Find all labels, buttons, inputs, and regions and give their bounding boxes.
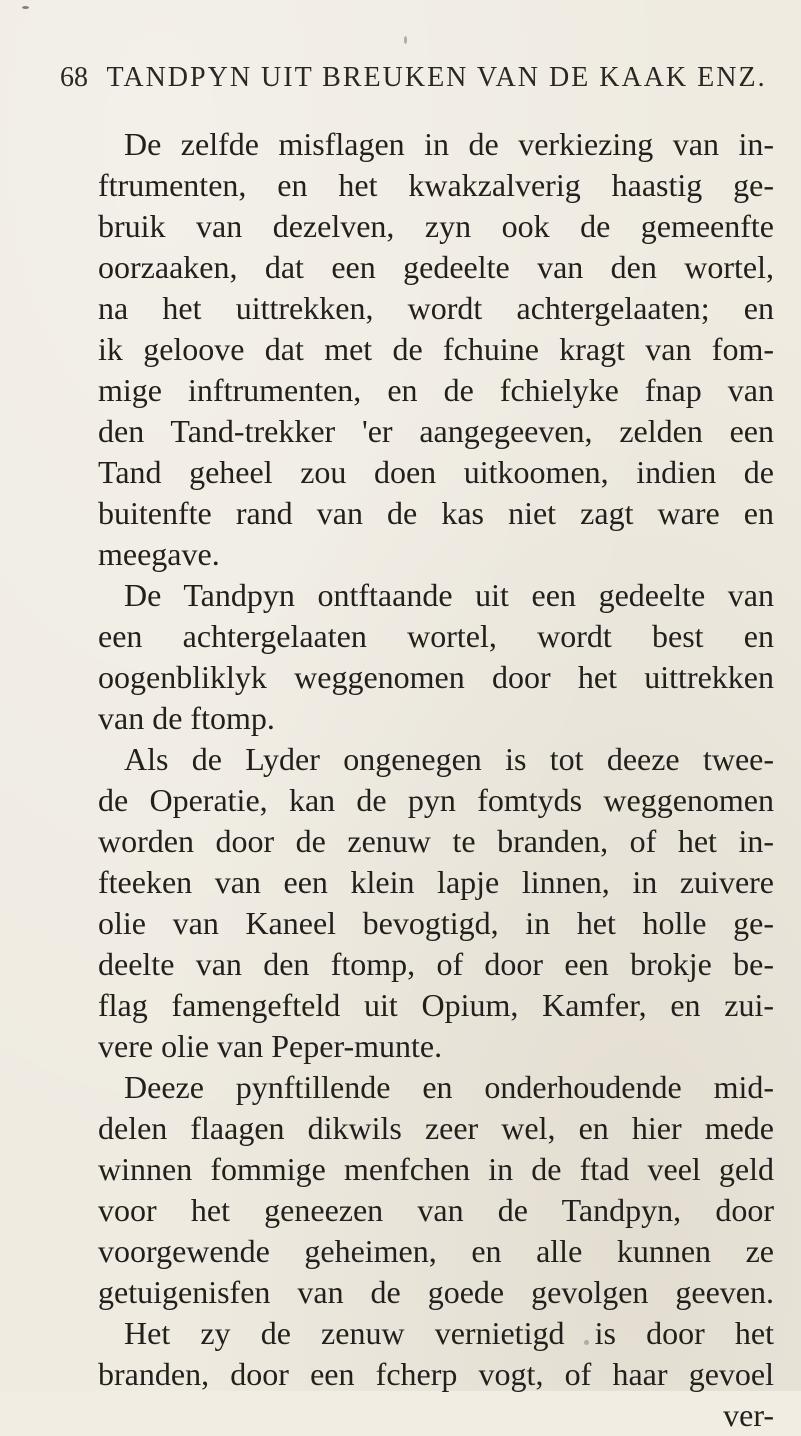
- text-line: winnen fommige menfchen in de ftad veel geld: [98, 1151, 774, 1187]
- text-line: worden door de zenuw te branden, of het in-: [98, 823, 774, 859]
- text-line: branden, door een fcherp vogt, of haar gevoel: [98, 1356, 774, 1392]
- text-line: deelte van den ftomp, of door een brokje be-: [98, 946, 774, 982]
- ink-speck: [584, 1340, 589, 1345]
- text-line: buitenfte rand van de kas niet zagt ware en: [98, 495, 774, 531]
- text-line: oorzaaken, dat een gedeelte van den wortel,: [98, 249, 774, 285]
- text-line: voorgewende geheimen, en alle kunnen ze: [98, 1233, 774, 1269]
- text-line: fteeken van een klein lapje linnen, in zuivere: [98, 864, 774, 900]
- text-line: vere olie van Peper-munte.: [98, 1028, 443, 1064]
- text-line: Als de Lyder ongenegen is tot deeze twee-: [124, 741, 774, 777]
- text-line: voor het geneezen van de Tandpyn, door: [98, 1192, 774, 1228]
- page-number: 68: [60, 62, 88, 93]
- text-line: ftrumenten, en het kwakzalverig haastig ge-: [98, 167, 774, 203]
- text-line: mige inftrumenten, en de fchielyke fnap van: [98, 372, 774, 408]
- text-line: De Tandpyn ontftaande uit een gedeelte van: [124, 577, 774, 613]
- text-line: Deeze pynftillende en onderhoudende mid-: [124, 1069, 774, 1105]
- running-header: [60, 62, 767, 94]
- ink-speck: [22, 6, 29, 9]
- running-title: TANDPYN UIT BREUKEN VAN DE KAAK ENZ.: [106, 62, 767, 93]
- text-line: oogenbliklyk weggenomen door het uittrekken: [98, 659, 774, 695]
- text-line: getuigenisfen van de goede gevolgen geeven.: [98, 1274, 774, 1310]
- text-line: flag famengefteld uit Opium, Kamfer, en zui-: [98, 987, 774, 1023]
- text-line: een achtergelaaten wortel, wordt best en: [98, 618, 774, 654]
- text-line: na het uittrekken, wordt achtergelaaten; en: [98, 290, 774, 326]
- text-line: bruik van dezelven, zyn ook de gemeenfte: [98, 208, 774, 244]
- text-line: de Operatie, kan de pyn fomtyds weggenomen: [98, 782, 774, 818]
- text-line: delen flaagen dikwils zeer wel, en hier mede: [98, 1110, 774, 1146]
- catchword: ver-: [723, 1397, 774, 1433]
- text-line: van de ftomp.: [98, 700, 275, 736]
- text-line: olie van Kaneel bevogtigd, in het holle ge-: [98, 905, 774, 941]
- text-line: meegave.: [98, 536, 220, 572]
- text-line: ik geloove dat met de fchuine kragt van fom-: [98, 331, 774, 367]
- text-line: De zelfde misflagen in de verkiezing van in-: [124, 126, 774, 162]
- ink-speck: [404, 36, 407, 44]
- text-line: Tand geheel zou doen uitkoomen, indien de: [98, 454, 774, 490]
- text-line: den Tand-trekker 'er aangegeeven, zelden een: [98, 413, 774, 449]
- body-text: [98, 124, 774, 1436]
- text-line: Het zy de zenuw vernietigd is door het: [124, 1315, 774, 1351]
